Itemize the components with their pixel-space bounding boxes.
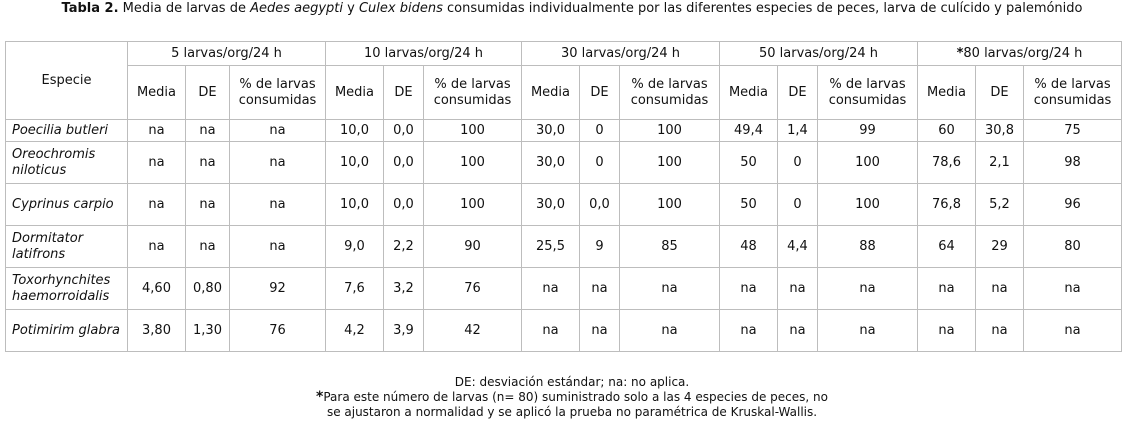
value-cell: 7,6: [326, 268, 384, 310]
value-cell: 9,0: [326, 226, 384, 268]
caption-species-2: Culex bidens: [358, 1, 443, 16]
value-cell: 2,1: [976, 142, 1024, 184]
value-cell: na: [230, 184, 326, 226]
value-cell: na: [720, 310, 778, 352]
value-cell: 76: [424, 268, 522, 310]
group-header-row: [6, 42, 1122, 66]
species-cell: Dormitator latifrons: [6, 226, 128, 268]
value-cell: na: [230, 142, 326, 184]
sub-header-row: [6, 66, 1122, 120]
species-cell: Toxorhynchites haemorroidalis: [6, 268, 128, 310]
caption-text-2: y: [343, 1, 359, 16]
value-cell: na: [186, 120, 230, 142]
value-cell: na: [818, 310, 918, 352]
value-cell: na: [186, 184, 230, 226]
value-cell: 100: [424, 120, 522, 142]
value-cell: na: [522, 268, 580, 310]
value-cell: 99: [818, 120, 918, 142]
species-header: Especie: [6, 42, 128, 120]
value-cell: 30,0: [522, 184, 580, 226]
table-body: [6, 120, 1122, 352]
value-cell: na: [818, 268, 918, 310]
value-cell: 10,0: [326, 142, 384, 184]
value-cell: 30,0: [522, 142, 580, 184]
value-cell: na: [186, 142, 230, 184]
group-star: *: [956, 45, 964, 61]
value-cell: na: [580, 310, 620, 352]
value-cell: na: [128, 226, 186, 268]
value-cell: 0: [778, 142, 818, 184]
value-cell: 4,60: [128, 268, 186, 310]
value-cell: 0: [778, 184, 818, 226]
value-cell: na: [976, 310, 1024, 352]
table-row: [6, 184, 1122, 226]
value-cell: 5,2: [976, 184, 1024, 226]
value-cell: 9: [580, 226, 620, 268]
value-cell: 0,80: [186, 268, 230, 310]
value-cell: na: [580, 268, 620, 310]
value-cell: 48: [720, 226, 778, 268]
value-cell: na: [620, 310, 720, 352]
data-table: [5, 41, 1122, 352]
value-cell: 75: [1024, 120, 1122, 142]
group-header: 10 larvas/org/24 h: [326, 42, 522, 66]
value-cell: 4,4: [778, 226, 818, 268]
value-cell: 0,0: [384, 120, 424, 142]
value-cell: na: [918, 268, 976, 310]
de-header: DE: [976, 66, 1024, 120]
group-header: 5 larvas/org/24 h: [128, 42, 326, 66]
group-header: 50 larvas/org/24 h: [720, 42, 918, 66]
value-cell: 0: [580, 120, 620, 142]
value-cell: 1,4: [778, 120, 818, 142]
value-cell: 42: [424, 310, 522, 352]
pct-header: % de larvas consumidas: [230, 66, 326, 120]
value-cell: na: [720, 268, 778, 310]
caption-text-1: Media de larvas de: [118, 1, 251, 16]
value-cell: 25,5: [522, 226, 580, 268]
value-cell: 2,2: [384, 226, 424, 268]
de-header: DE: [384, 66, 424, 120]
value-cell: na: [1024, 268, 1122, 310]
caption-label: Tabla 2.: [61, 1, 119, 16]
value-cell: 0,0: [580, 184, 620, 226]
value-cell: 10,0: [326, 184, 384, 226]
value-cell: na: [230, 226, 326, 268]
value-cell: 100: [818, 142, 918, 184]
value-cell: na: [128, 142, 186, 184]
note-kruskal-wallis: [316, 390, 828, 420]
de-header: DE: [580, 66, 620, 120]
value-cell: 0,0: [384, 184, 424, 226]
media-header: Media: [326, 66, 384, 120]
value-cell: na: [778, 310, 818, 352]
value-cell: 76: [230, 310, 326, 352]
value-cell: 30,0: [522, 120, 580, 142]
value-cell: 76,8: [918, 184, 976, 226]
media-header: Media: [918, 66, 976, 120]
value-cell: 60: [918, 120, 976, 142]
pct-header: % de larvas consumidas: [818, 66, 918, 120]
value-cell: 0,0: [384, 142, 424, 184]
group-header: 30 larvas/org/24 h: [522, 42, 720, 66]
value-cell: na: [522, 310, 580, 352]
value-cell: 100: [818, 184, 918, 226]
de-header: DE: [186, 66, 230, 120]
value-cell: na: [128, 184, 186, 226]
value-cell: 64: [918, 226, 976, 268]
value-cell: na: [128, 120, 186, 142]
group-header-label: 80 larvas/org/24 h: [963, 45, 1083, 61]
value-cell: na: [1024, 310, 1122, 352]
value-cell: 92: [230, 268, 326, 310]
value-cell: 29: [976, 226, 1024, 268]
value-cell: 80: [1024, 226, 1122, 268]
value-cell: 50: [720, 142, 778, 184]
species-cell: Oreochromis niloticus: [6, 142, 128, 184]
value-cell: na: [230, 120, 326, 142]
value-cell: 4,2: [326, 310, 384, 352]
de-header: DE: [778, 66, 818, 120]
species-cell: Cyprinus carpio: [6, 184, 128, 226]
value-cell: 100: [424, 142, 522, 184]
value-cell: 30,8: [976, 120, 1024, 142]
table-notes: [0, 375, 1144, 420]
value-cell: 96: [1024, 184, 1122, 226]
value-cell: 0: [580, 142, 620, 184]
media-header: Media: [522, 66, 580, 120]
media-header: Media: [128, 66, 186, 120]
note-line-3: se ajustaron a normalidad y se aplicó la prueba no paramétrica de Kruskal-Wallis.: [326, 405, 818, 419]
value-cell: 10,0: [326, 120, 384, 142]
value-cell: na: [918, 310, 976, 352]
value-cell: 78,6: [918, 142, 976, 184]
value-cell: 1,30: [186, 310, 230, 352]
table-row: [6, 268, 1122, 310]
group-header-starred: [918, 42, 1122, 66]
caption-species-1: Aedes aegypti: [250, 1, 343, 16]
value-cell: 100: [424, 184, 522, 226]
note-star: *: [316, 389, 324, 405]
note-line-2: Para este número de larvas (n= 80) suministrado solo a las 4 especies de peces, no: [323, 390, 828, 404]
value-cell: na: [976, 268, 1024, 310]
caption-text-3: consumidas individualmente por las diferentes especies de peces, larva de culícido y palemónido: [442, 1, 1083, 16]
value-cell: 3,2: [384, 268, 424, 310]
value-cell: 100: [620, 142, 720, 184]
value-cell: 90: [424, 226, 522, 268]
media-header: Media: [720, 66, 778, 120]
value-cell: 100: [620, 184, 720, 226]
value-cell: na: [778, 268, 818, 310]
table-row: [6, 120, 1122, 142]
table-row: [6, 142, 1122, 184]
pct-header: % de larvas consumidas: [424, 66, 522, 120]
table-row: [6, 226, 1122, 268]
value-cell: 100: [620, 120, 720, 142]
species-cell: Potimirim glabra: [6, 310, 128, 352]
table-caption: [0, 0, 1144, 18]
value-cell: 3,9: [384, 310, 424, 352]
pct-header: % de larvas consumidas: [620, 66, 720, 120]
value-cell: 85: [620, 226, 720, 268]
value-cell: na: [186, 226, 230, 268]
value-cell: 3,80: [128, 310, 186, 352]
value-cell: 49,4: [720, 120, 778, 142]
table-row: [6, 310, 1122, 352]
value-cell: na: [620, 268, 720, 310]
value-cell: 88: [818, 226, 918, 268]
pct-header: % de larvas consumidas: [1024, 66, 1122, 120]
value-cell: 98: [1024, 142, 1122, 184]
species-cell: Poecilia butleri: [6, 120, 128, 142]
value-cell: 50: [720, 184, 778, 226]
note-abbreviations: DE: desviación estándar; na: no aplica.: [454, 375, 690, 389]
